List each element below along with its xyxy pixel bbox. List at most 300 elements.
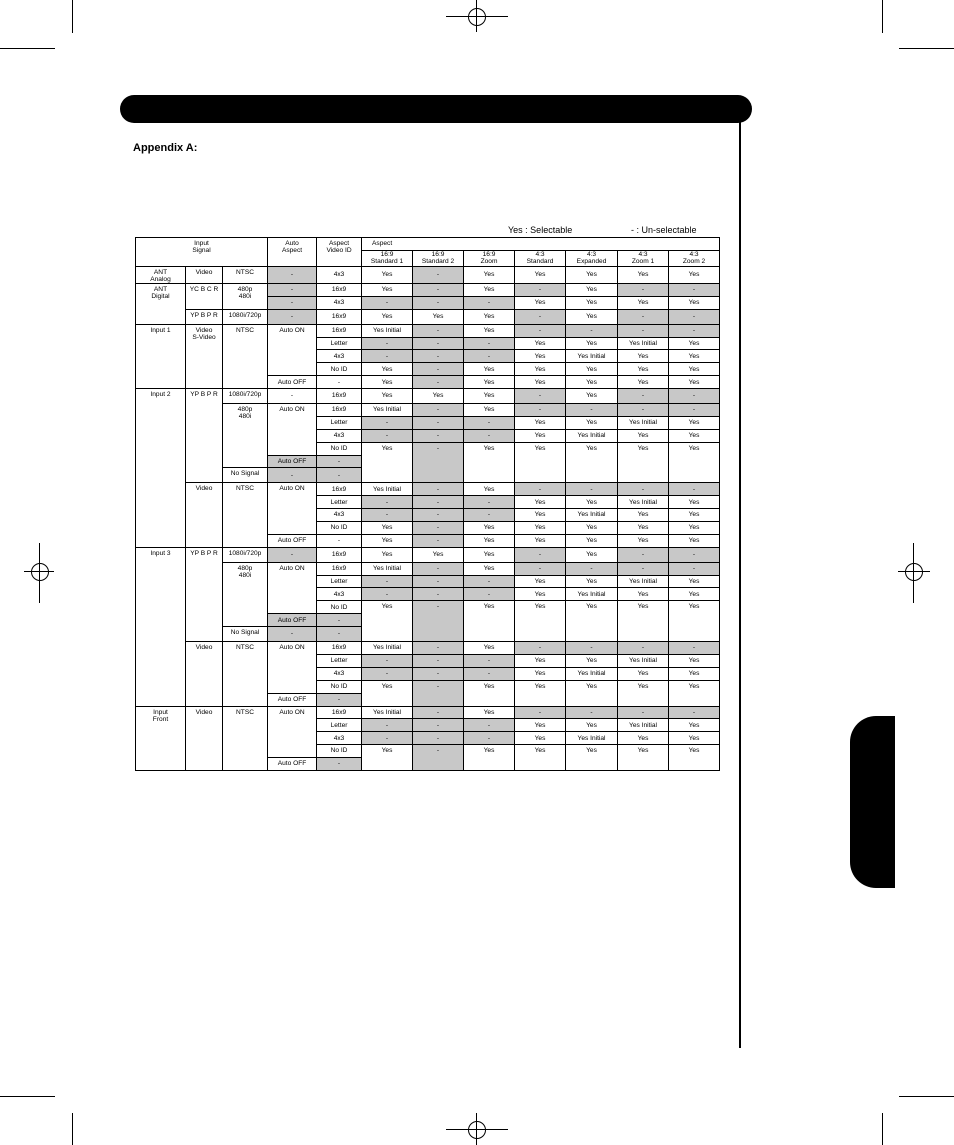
aspect-value-cell: Yes Initial xyxy=(362,706,413,719)
crop-mark xyxy=(0,48,55,49)
video-id-cell: No ID xyxy=(317,680,362,693)
aspect-value-cell: - xyxy=(515,324,566,337)
aspect-value-cell: Yes xyxy=(362,680,413,706)
aspect-value-cell: - xyxy=(413,534,464,547)
aspect-value-cell: - xyxy=(413,350,464,363)
registration-mark-icon xyxy=(468,8,486,26)
video-id-cell: 16x9 xyxy=(317,324,362,337)
table-row xyxy=(136,483,720,496)
aspect-value-cell: Yes xyxy=(464,680,515,706)
signal-cell: No Signal xyxy=(223,627,268,642)
crop-mark xyxy=(476,1113,477,1145)
signal-cell: Video xyxy=(186,483,223,547)
aspect-value-cell: - xyxy=(413,284,464,297)
video-id-cell: - xyxy=(317,376,362,389)
aspect-value-cell: Yes xyxy=(566,601,618,642)
aspect-value-cell: Yes xyxy=(515,534,566,547)
aspect-value-cell: Yes xyxy=(566,547,618,562)
aspect-value-cell: Yes xyxy=(618,296,669,309)
aspect-value-cell: Yes xyxy=(669,522,720,535)
video-id-cell: 16x9 xyxy=(317,404,362,417)
signal-cell: Video S-Video xyxy=(186,324,223,388)
aspect-value-cell: Yes xyxy=(515,266,566,284)
video-id-cell: Letter xyxy=(317,337,362,350)
aspect-value-cell: - xyxy=(618,562,669,575)
crop-mark xyxy=(39,543,40,603)
aspect-value-cell: - xyxy=(362,350,413,363)
aspect-value-cell: Yes xyxy=(566,266,618,284)
header-auto-aspect: Auto Aspect xyxy=(268,238,317,267)
aspect-value-cell: - xyxy=(362,496,413,509)
aspect-value-cell: Yes xyxy=(669,429,720,442)
signal-cell: 1080i/720p xyxy=(223,547,268,562)
aspect-value-cell: Yes xyxy=(566,416,618,429)
aspect-value-cell: Yes xyxy=(618,667,669,680)
aspect-value-cell: - xyxy=(515,389,566,404)
aspect-value-cell: Yes xyxy=(566,534,618,547)
table-row xyxy=(136,706,720,719)
aspect-value-cell: Yes Initial xyxy=(566,429,618,442)
aspect-value-cell: Yes xyxy=(669,680,720,706)
video-id-cell: 4x3 xyxy=(317,588,362,601)
crop-mark xyxy=(882,1113,883,1145)
aspect-value-cell: - xyxy=(413,680,464,706)
aspect-value-cell: - xyxy=(669,404,720,417)
video-id-cell: No ID xyxy=(317,601,362,614)
aspect-value-cell: Yes Initial xyxy=(618,719,669,732)
aspect-value-cell: Yes xyxy=(464,442,515,483)
aspect-value-cell: Yes Initial xyxy=(362,404,413,417)
auto-aspect-cell: Auto ON xyxy=(268,706,317,758)
aspect-value-cell: - xyxy=(413,324,464,337)
aspect-value-cell: Yes xyxy=(362,534,413,547)
aspect-value-cell: Yes xyxy=(669,442,720,483)
aspect-value-cell: - xyxy=(362,296,413,309)
aspect-value-cell: - xyxy=(362,509,413,522)
aspect-value-cell: Yes xyxy=(464,483,515,496)
aspect-value-cell: - xyxy=(566,324,618,337)
auto-aspect-cell: Auto OFF xyxy=(268,693,317,706)
auto-aspect-cell: Auto OFF xyxy=(268,758,317,771)
aspect-value-cell: Yes Initial xyxy=(362,483,413,496)
aspect-value-cell: Yes Initial xyxy=(566,732,618,745)
signal-cell: NTSC xyxy=(223,706,268,770)
table-row xyxy=(136,404,720,417)
auto-aspect-cell: Auto OFF xyxy=(268,376,317,389)
aspect-value-cell: - xyxy=(669,547,720,562)
aspect-value-cell: Yes xyxy=(566,442,618,483)
aspect-value-cell: - xyxy=(413,601,464,642)
aspect-value-cell: - xyxy=(413,363,464,376)
video-id-cell: - xyxy=(317,534,362,547)
header-mode: 16:9 Standard 1 xyxy=(362,251,413,267)
aspect-value-cell: Yes xyxy=(464,284,515,297)
aspect-value-cell: Yes xyxy=(669,509,720,522)
aspect-value-cell: Yes xyxy=(362,601,413,642)
signal-cell: NTSC xyxy=(223,483,268,547)
section-label: Input 2 xyxy=(136,389,186,548)
aspect-value-cell: Yes xyxy=(464,562,515,575)
aspect-value-cell: Yes xyxy=(413,547,464,562)
header-mode: 4:3 Expanded xyxy=(566,251,618,267)
aspect-value-cell: - xyxy=(566,404,618,417)
aspect-value-cell: Yes Initial xyxy=(566,667,618,680)
video-id-cell: 16x9 xyxy=(317,642,362,655)
crop-mark xyxy=(72,1113,73,1145)
signal-cell: NTSC xyxy=(223,266,268,284)
aspect-value-cell: - xyxy=(515,309,566,324)
auto-aspect-cell: Auto ON xyxy=(268,562,317,614)
header-mode: 16:9 Zoom xyxy=(464,251,515,267)
aspect-value-cell: Yes xyxy=(618,745,669,771)
aspect-value-cell: - xyxy=(618,284,669,297)
aspect-value-cell: Yes xyxy=(618,442,669,483)
video-id-cell: - xyxy=(317,693,362,706)
aspect-value-cell: Yes xyxy=(464,534,515,547)
aspect-value-cell: Yes xyxy=(515,429,566,442)
header-input-signal: Input Signal xyxy=(136,238,268,267)
aspect-value-cell: - xyxy=(464,588,515,601)
aspect-value-cell: - xyxy=(362,337,413,350)
aspect-value-cell: Yes xyxy=(669,534,720,547)
aspect-value-cell: - xyxy=(669,324,720,337)
video-id-cell: 16x9 xyxy=(317,284,362,297)
aspect-value-cell: Yes xyxy=(566,337,618,350)
aspect-value-cell: Yes Initial xyxy=(362,562,413,575)
crop-mark xyxy=(913,543,914,603)
side-tab xyxy=(850,716,895,888)
aspect-value-cell: - xyxy=(464,575,515,588)
aspect-value-cell: - xyxy=(515,562,566,575)
aspect-value-cell: Yes xyxy=(566,389,618,404)
aspect-value-cell: Yes xyxy=(515,337,566,350)
aspect-value-cell: Yes xyxy=(515,719,566,732)
video-id-cell: 4x3 xyxy=(317,296,362,309)
aspect-value-cell: - xyxy=(413,429,464,442)
table-row xyxy=(136,562,720,575)
aspect-value-cell: Yes xyxy=(669,719,720,732)
auto-aspect-cell: - xyxy=(268,284,317,297)
aspect-value-cell: - xyxy=(413,509,464,522)
signal-cell: NTSC xyxy=(223,642,268,706)
crop-mark xyxy=(882,0,883,33)
aspect-value-cell: Yes xyxy=(566,745,618,771)
aspect-value-cell: - xyxy=(464,429,515,442)
aspect-value-cell: Yes xyxy=(362,309,413,324)
table-row xyxy=(136,389,720,404)
table-row xyxy=(136,642,720,655)
aspect-value-cell: - xyxy=(413,296,464,309)
aspect-value-cell: Yes xyxy=(669,667,720,680)
video-id-cell: 4x3 xyxy=(317,429,362,442)
aspect-value-cell: - xyxy=(669,642,720,655)
aspect-value-cell: Yes xyxy=(362,547,413,562)
section-label: ANT Digital xyxy=(136,284,186,325)
auto-aspect-cell: - xyxy=(268,296,317,309)
aspect-value-cell: Yes xyxy=(464,389,515,404)
aspect-value-cell: - xyxy=(362,429,413,442)
aspect-value-cell: - xyxy=(413,416,464,429)
registration-mark-icon xyxy=(905,563,923,581)
aspect-value-cell: - xyxy=(362,667,413,680)
aspect-value-cell: - xyxy=(413,588,464,601)
aspect-value-cell: Yes xyxy=(515,522,566,535)
aspect-value-cell: Yes xyxy=(515,575,566,588)
signal-cell: 1080i/720p xyxy=(223,389,268,404)
crop-mark xyxy=(898,571,930,572)
auto-aspect-cell: - xyxy=(268,627,317,642)
video-id-cell: 16x9 xyxy=(317,389,362,404)
aspect-value-cell: Yes xyxy=(669,416,720,429)
video-id-cell: Letter xyxy=(317,719,362,732)
aspect-value-cell: - xyxy=(515,642,566,655)
aspect-value-cell: - xyxy=(413,745,464,771)
aspect-value-cell: Yes xyxy=(515,350,566,363)
aspect-value-cell: - xyxy=(464,509,515,522)
aspect-value-cell: - xyxy=(413,266,464,284)
aspect-value-cell: Yes xyxy=(515,601,566,642)
aspect-value-cell: Yes xyxy=(618,376,669,389)
aspect-value-cell: - xyxy=(464,337,515,350)
auto-aspect-cell: Auto OFF xyxy=(268,455,317,468)
aspect-value-cell: - xyxy=(515,706,566,719)
aspect-value-cell: Yes xyxy=(669,732,720,745)
signal-cell: 480p 480i xyxy=(223,562,268,626)
table-row xyxy=(136,324,720,337)
aspect-value-cell: Yes xyxy=(618,509,669,522)
aspect-value-cell: - xyxy=(413,706,464,719)
aspect-value-cell: - xyxy=(413,442,464,483)
video-id-cell: No ID xyxy=(317,442,362,455)
crop-mark xyxy=(0,1096,55,1097)
aspect-value-cell: Yes xyxy=(515,680,566,706)
aspect-value-cell: Yes xyxy=(618,363,669,376)
auto-aspect-cell: - xyxy=(268,547,317,562)
video-id-cell: - xyxy=(317,468,362,483)
aspect-value-cell: Yes xyxy=(464,547,515,562)
crop-mark xyxy=(899,1096,954,1097)
signal-cell: 480p 480i xyxy=(223,404,268,468)
video-id-cell: 4x3 xyxy=(317,509,362,522)
video-id-cell: 16x9 xyxy=(317,706,362,719)
signal-cell: Video xyxy=(186,706,223,770)
aspect-value-cell: Yes xyxy=(669,266,720,284)
aspect-value-cell: Yes xyxy=(669,296,720,309)
aspect-value-cell: Yes xyxy=(362,389,413,404)
aspect-value-cell: Yes xyxy=(669,654,720,667)
aspect-value-cell: Yes xyxy=(515,496,566,509)
aspect-value-cell: - xyxy=(515,284,566,297)
aspect-value-cell: Yes xyxy=(566,296,618,309)
section-label: Input 1 xyxy=(136,324,186,388)
aspect-value-cell: Yes Initial xyxy=(362,324,413,337)
video-id-cell: 16x9 xyxy=(317,309,362,324)
aspect-value-cell: Yes xyxy=(464,376,515,389)
crop-mark xyxy=(446,16,508,17)
aspect-value-cell: Yes xyxy=(464,601,515,642)
aspect-value-cell: - xyxy=(618,642,669,655)
aspect-value-cell: - xyxy=(362,654,413,667)
aspect-value-cell: - xyxy=(362,575,413,588)
aspect-value-cell: Yes xyxy=(515,509,566,522)
crop-mark xyxy=(72,0,73,33)
video-id-cell: 4x3 xyxy=(317,667,362,680)
aspect-value-cell: - xyxy=(618,389,669,404)
header-mode: 4:3 Zoom 2 xyxy=(669,251,720,267)
aspect-value-cell: - xyxy=(464,350,515,363)
aspect-value-cell: - xyxy=(464,496,515,509)
aspect-value-cell: - xyxy=(413,575,464,588)
aspect-value-cell: Yes xyxy=(669,745,720,771)
aspect-value-cell: - xyxy=(413,337,464,350)
aspect-value-cell: - xyxy=(362,732,413,745)
aspect-value-cell: - xyxy=(464,296,515,309)
aspect-value-cell: Yes xyxy=(566,376,618,389)
aspect-value-cell: - xyxy=(413,732,464,745)
aspect-value-cell: - xyxy=(618,309,669,324)
aspect-value-cell: - xyxy=(618,483,669,496)
aspect-value-cell: Yes xyxy=(566,309,618,324)
aspect-value-cell: - xyxy=(464,667,515,680)
video-id-cell: - xyxy=(317,614,362,627)
signal-cell: YP B P R xyxy=(186,309,223,324)
signal-cell: YP B P R xyxy=(186,547,223,641)
header-aspect-group: Aspect xyxy=(362,238,720,251)
aspect-value-cell: Yes xyxy=(566,680,618,706)
table-row xyxy=(136,309,720,324)
aspect-value-cell: Yes Initial xyxy=(566,509,618,522)
aspect-value-cell: Yes xyxy=(362,363,413,376)
aspect-value-cell: - xyxy=(566,562,618,575)
crop-mark xyxy=(899,48,954,49)
aspect-value-cell: Yes Initial xyxy=(362,642,413,655)
aspect-value-cell: Yes xyxy=(515,654,566,667)
aspect-value-cell: Yes xyxy=(362,522,413,535)
aspect-value-cell: - xyxy=(413,404,464,417)
auto-aspect-cell: Auto ON xyxy=(268,324,317,376)
legend-selectable: Yes : Selectable xyxy=(508,225,573,235)
header-aspect-video-id: Aspect Video ID xyxy=(317,238,362,267)
aspect-value-cell: Yes xyxy=(464,642,515,655)
aspect-value-cell: - xyxy=(515,547,566,562)
signal-cell: YP B P R xyxy=(186,389,223,483)
header-mode: 4:3 Zoom 1 xyxy=(618,251,669,267)
auto-aspect-cell: Auto ON xyxy=(268,483,317,535)
aspect-value-cell: - xyxy=(669,483,720,496)
registration-mark-icon xyxy=(31,563,49,581)
aspect-value-cell: Yes Initial xyxy=(618,337,669,350)
aspect-value-cell: Yes xyxy=(618,588,669,601)
right-rule xyxy=(739,118,741,1048)
header-mode: 4:3 Standard xyxy=(515,251,566,267)
auto-aspect-cell: - xyxy=(268,468,317,483)
aspect-value-cell: Yes xyxy=(464,309,515,324)
aspect-value-cell: Yes xyxy=(464,363,515,376)
signal-cell: YC B C R xyxy=(186,284,223,310)
aspect-table xyxy=(135,237,720,771)
aspect-value-cell: Yes Initial xyxy=(618,416,669,429)
video-id-cell: Letter xyxy=(317,496,362,509)
aspect-value-cell: Yes xyxy=(566,522,618,535)
aspect-value-cell: - xyxy=(515,404,566,417)
aspect-value-cell: Yes xyxy=(362,442,413,483)
auto-aspect-cell: Auto OFF xyxy=(268,534,317,547)
aspect-value-cell: Yes xyxy=(618,534,669,547)
table-row xyxy=(136,266,720,284)
aspect-value-cell: - xyxy=(566,642,618,655)
aspect-value-cell: Yes xyxy=(464,522,515,535)
aspect-value-cell: Yes xyxy=(515,376,566,389)
aspect-value-cell: - xyxy=(413,719,464,732)
aspect-value-cell: Yes xyxy=(362,376,413,389)
aspect-value-cell: Yes xyxy=(669,350,720,363)
aspect-value-cell: - xyxy=(413,496,464,509)
video-id-cell: Letter xyxy=(317,575,362,588)
aspect-value-cell: - xyxy=(618,706,669,719)
crop-mark xyxy=(476,0,477,32)
aspect-value-cell: Yes xyxy=(669,363,720,376)
aspect-value-cell: Yes xyxy=(669,588,720,601)
aspect-value-cell: - xyxy=(413,642,464,655)
signal-cell: No Signal xyxy=(223,468,268,483)
aspect-value-cell: Yes xyxy=(566,284,618,297)
aspect-value-cell: Yes xyxy=(464,324,515,337)
aspect-value-cell: - xyxy=(413,376,464,389)
video-id-cell: Letter xyxy=(317,654,362,667)
table-row xyxy=(136,547,720,562)
signal-cell: Video xyxy=(186,642,223,706)
video-id-cell: 16x9 xyxy=(317,562,362,575)
aspect-value-cell: Yes xyxy=(362,745,413,771)
aspect-value-cell: Yes xyxy=(413,309,464,324)
aspect-value-cell: - xyxy=(362,416,413,429)
aspect-value-cell: Yes xyxy=(669,601,720,642)
aspect-value-cell: Yes xyxy=(566,496,618,509)
aspect-value-cell: Yes xyxy=(566,363,618,376)
aspect-value-cell: - xyxy=(669,309,720,324)
aspect-value-cell: Yes xyxy=(566,719,618,732)
aspect-value-cell: Yes xyxy=(515,363,566,376)
video-id-cell: No ID xyxy=(317,745,362,758)
aspect-value-cell: Yes xyxy=(464,706,515,719)
signal-cell: 480p 480i xyxy=(223,284,268,310)
aspect-value-cell: Yes xyxy=(464,404,515,417)
aspect-value-cell: - xyxy=(669,389,720,404)
video-id-cell: - xyxy=(317,758,362,771)
legend-unselectable: - : Un-selectable xyxy=(631,225,697,235)
video-id-cell: Letter xyxy=(317,416,362,429)
aspect-value-cell: - xyxy=(669,284,720,297)
aspect-value-cell: - xyxy=(413,522,464,535)
auto-aspect-cell: Auto ON xyxy=(268,404,317,456)
aspect-value-cell: - xyxy=(618,404,669,417)
signal-cell: Video xyxy=(186,266,223,284)
aspect-value-cell: Yes xyxy=(515,588,566,601)
video-id-cell: 16x9 xyxy=(317,547,362,562)
auto-aspect-cell: Auto OFF xyxy=(268,614,317,627)
video-id-cell: No ID xyxy=(317,522,362,535)
aspect-value-cell: Yes Initial xyxy=(566,350,618,363)
aspect-value-cell: Yes xyxy=(566,575,618,588)
aspect-value-cell: Yes xyxy=(362,266,413,284)
aspect-value-cell: Yes xyxy=(669,575,720,588)
aspect-value-cell: - xyxy=(413,667,464,680)
auto-aspect-cell: - xyxy=(268,309,317,324)
aspect-value-cell: - xyxy=(566,706,618,719)
aspect-value-cell: Yes xyxy=(515,667,566,680)
section-label: ANT Analog xyxy=(136,266,186,284)
aspect-value-cell: Yes xyxy=(669,496,720,509)
